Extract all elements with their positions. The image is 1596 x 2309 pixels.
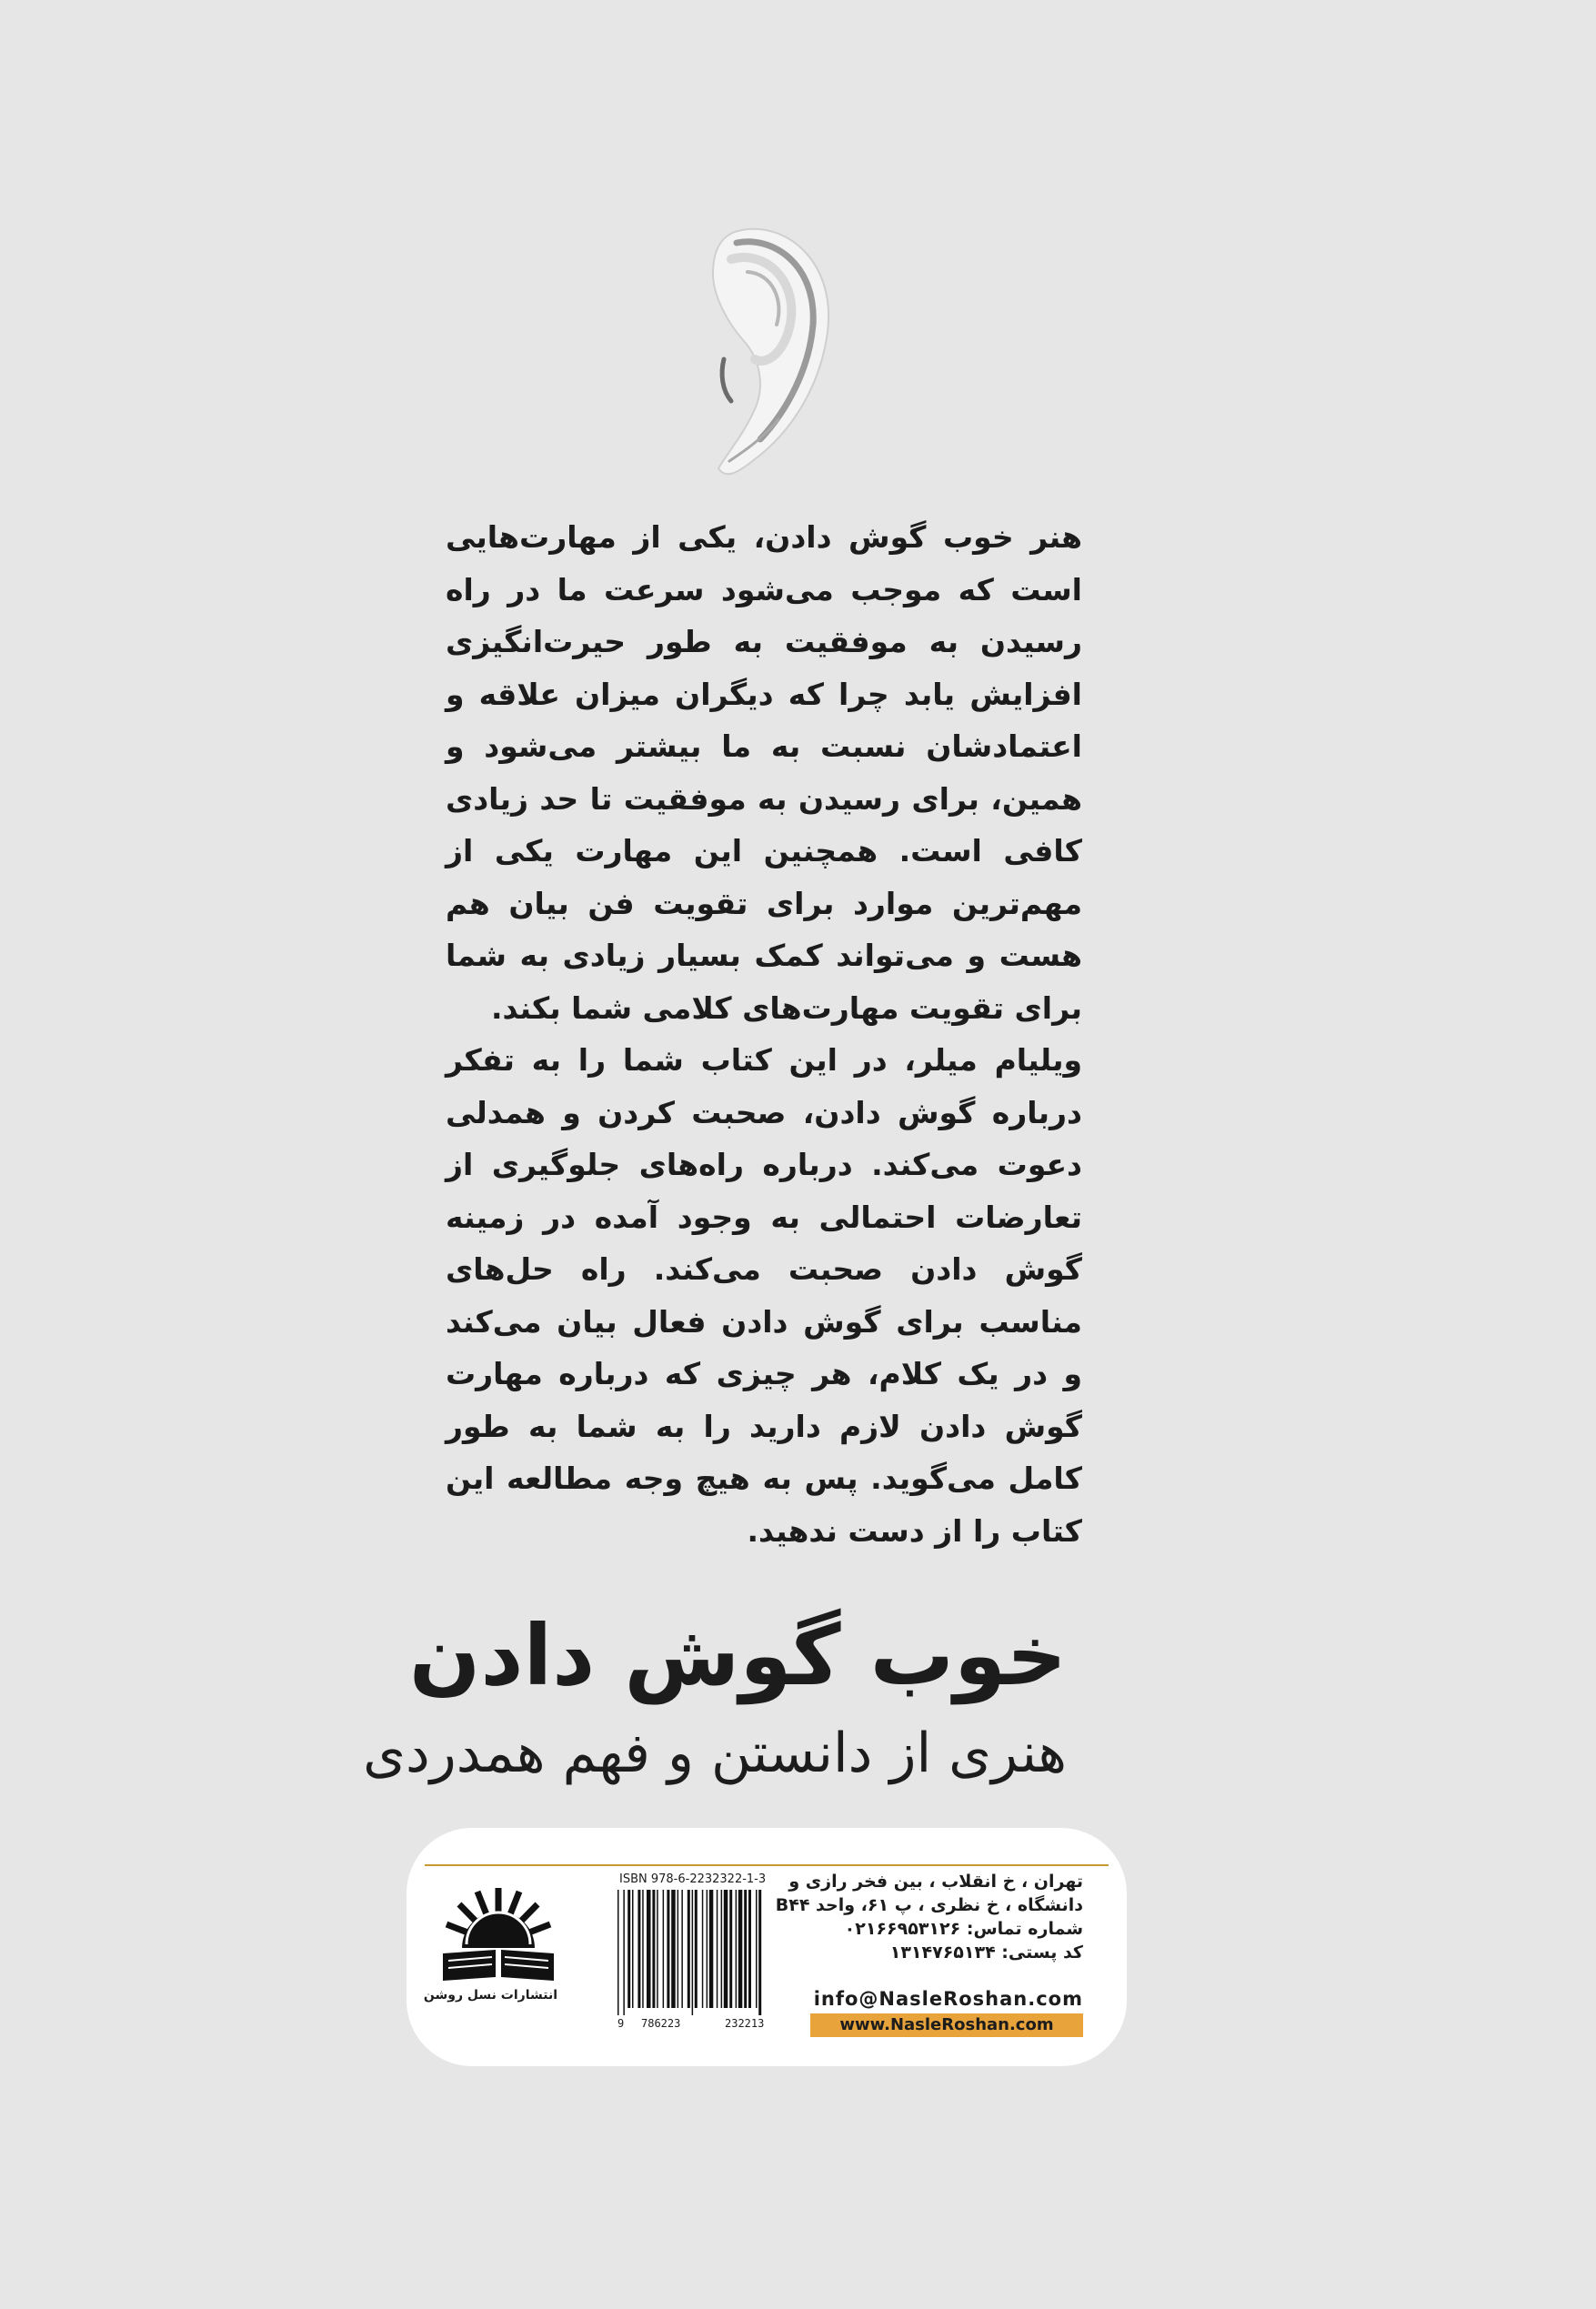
back-cover-blurb — [446, 511, 1082, 1557]
barcode-digits-group-1: 786223 — [641, 2017, 681, 2030]
blurb-paragraph-2: ویلیام میلر، در این کتاب شما را به تفکر درباره گوش دادن، صحبت کردن و همدلی دعوت می‌کند. درباره راه‌های جلوگیری از تعارضات احتمالی به وجود آمده در زمینه گوش دادن صحبت می‌کند. راه حل‌های مناسب برای گوش دادن فعال بیان می‌کند و در یک کلام، هر چیزی که درباره مهارت گوش دادن لازم دارید را به شما به طور کامل می‌گوید. پس به هیچ وجه مطالعه این کتاب را از دست ندهید. — [446, 1042, 1082, 1549]
publisher-website: www.NasleRoshan.com — [810, 2013, 1083, 2037]
address-line: دانشگاه ، خ نظری ، پ ۶۱، واحد B۴۴ — [775, 1895, 1083, 1915]
ear-illustration — [700, 223, 837, 487]
isbn-label: ISBN 978-6-2232322-1-3 — [619, 1872, 767, 1886]
book-title: خوب گوش دادن — [408, 1607, 1067, 1704]
address-line: تهران ، خ انقلاب ، بین فخر رازی و — [788, 1872, 1083, 1892]
barcode-digits-group-2: 232213 — [725, 2017, 765, 2030]
phone-line: شماره تماس: ۰۲۱۶۶۹۵۳۱۲۶ — [844, 1919, 1083, 1939]
publisher-logo — [423, 1881, 557, 2017]
rising-sun-book-logo — [439, 1881, 557, 1988]
book-subtitle: هنری از دانستن و فهم همدردی — [363, 1722, 1067, 1785]
publisher-email: info@NasleRoshan.com — [813, 1988, 1083, 2010]
publisher-address — [775, 1870, 1083, 1964]
barcode-digit-first: 9 — [617, 2017, 625, 2030]
blurb-paragraph-1: هنر خوب گوش دادن، یکی از مهارت‌هایی است که موجب می‌شود سرعت ما در راه رسیدن به موفقیت به طور حیرت‌انگیزی افزایش یابد چرا که دیگران میزان علاقه و اعتمادشان نسبت به ما بیشتر می‌شود و همین، برای رسیدن به موفقیت تا حد زیادی کافی است. همچنین این مهارت یکی از مهم‌ترین موارد برای تقویت فن بیان هم هست و می‌تواند کمک بسیار زیادی به شما برای تقویت مهارت‌های کلامی شما بکند. — [446, 519, 1082, 1026]
postal-code-line: کد پستی: ۱۳۱۴۷۶۵۱۳۴ — [889, 1943, 1083, 1963]
publisher-name: انتشارات نسل روشن — [423, 1988, 557, 2003]
publisher-info-box — [407, 1828, 1127, 2066]
divider-line — [425, 1864, 1109, 1866]
